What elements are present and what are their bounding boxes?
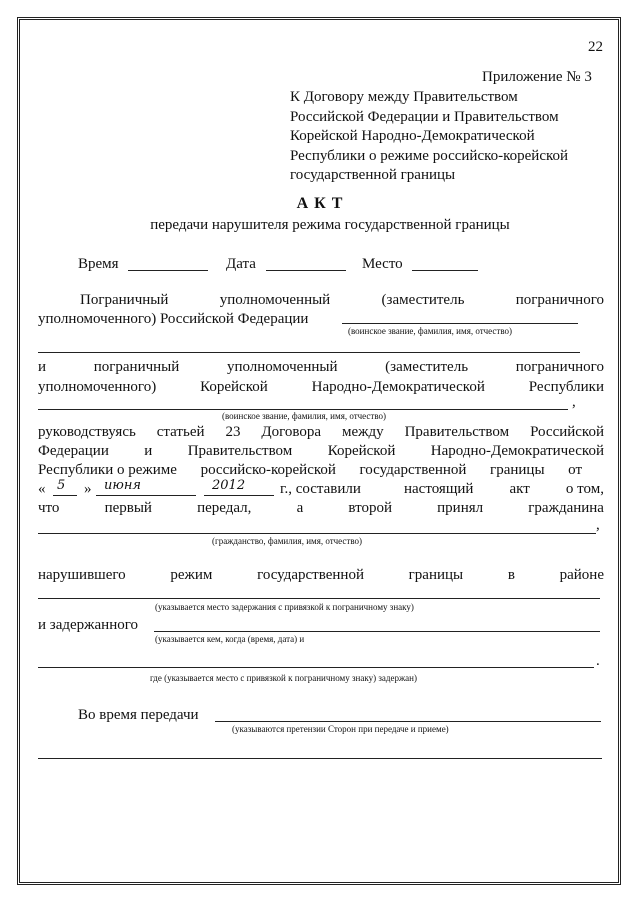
word: Пограничный xyxy=(80,292,169,308)
word: Российской xyxy=(530,424,604,440)
word: режим xyxy=(170,567,213,583)
para1-line2: уполномоченного) Российской Федерации xyxy=(38,311,309,327)
violation-place-field[interactable] xyxy=(38,598,600,599)
para1-line1 xyxy=(80,291,604,309)
appendix-line: К Договору между Правительством xyxy=(290,89,518,105)
word: Народно-Демократической xyxy=(311,379,485,395)
word: и xyxy=(144,443,153,459)
rf-officer-field-continued[interactable] xyxy=(38,352,580,353)
claims-hint: (указываются претензии Сторон при передаче и приеме) xyxy=(232,724,449,734)
rf-officer-hint: (воинское звание, фамилия, имя, отчество) xyxy=(348,326,512,336)
month-value[interactable]: июня xyxy=(104,478,141,493)
word: и xyxy=(38,359,47,375)
appendix-line: Российской Федерации и Правительством xyxy=(290,108,559,125)
word: пограничного xyxy=(515,292,604,308)
appendix-line: Республики о режиме российско-корейской xyxy=(290,147,569,164)
citizen-hint: (гражданство, фамилия, имя, отчество) xyxy=(212,536,363,546)
place-label: Место xyxy=(362,256,403,272)
date-field[interactable] xyxy=(266,270,346,271)
appendix-line: государственной границы xyxy=(290,167,456,183)
para3-line5 xyxy=(38,499,604,517)
word: Корейской xyxy=(200,379,268,395)
dprk-officer-field[interactable] xyxy=(38,409,568,410)
word: государственной xyxy=(359,462,467,478)
date-open-quote: « xyxy=(38,481,46,497)
comma: , xyxy=(596,517,600,533)
year-field[interactable] xyxy=(204,495,274,496)
word: пограничный xyxy=(93,359,180,375)
word: 23 xyxy=(225,424,241,440)
word: границы xyxy=(408,567,464,583)
word: Договора xyxy=(261,424,322,440)
word: статьей xyxy=(156,424,205,440)
word: от xyxy=(568,462,582,478)
para2-line1 xyxy=(38,358,604,376)
detention-place-hint: где (указывается место с привязкой к пограничному знаку) задержан) xyxy=(150,673,417,683)
word: второй xyxy=(348,500,392,516)
place-field[interactable] xyxy=(412,270,478,271)
appendix-title: Приложение № 3 xyxy=(482,69,592,85)
year-suffix: г., составили xyxy=(280,481,361,497)
word: между xyxy=(341,424,384,440)
word: передал, xyxy=(197,500,252,516)
word: а xyxy=(296,500,304,516)
citizen-field[interactable] xyxy=(38,533,596,534)
word: пограничного xyxy=(515,359,604,375)
word: первый xyxy=(104,500,152,516)
word: Корейской xyxy=(327,443,396,459)
appendix-address xyxy=(290,88,568,186)
detention-place-field[interactable] xyxy=(38,667,594,668)
claims-field[interactable] xyxy=(215,721,601,722)
para2-line2 xyxy=(38,378,604,396)
word: акт xyxy=(509,481,530,497)
word: районе xyxy=(559,567,604,583)
word: (заместитель xyxy=(381,292,465,308)
day-value[interactable]: 5 xyxy=(57,478,66,493)
time-field[interactable] xyxy=(128,270,208,271)
word: Республики о режиме xyxy=(38,462,177,478)
word: нарушившего xyxy=(38,567,126,583)
para3-line3 xyxy=(38,461,582,479)
date-label: Дата xyxy=(226,256,256,272)
word: Республики xyxy=(528,379,604,395)
year-value[interactable]: 2012 xyxy=(212,478,246,493)
word: о том, xyxy=(565,481,604,497)
day-field[interactable] xyxy=(53,495,77,496)
word: уполномоченный xyxy=(226,359,338,375)
para3-line1 xyxy=(38,423,604,441)
dprk-officer-hint: (воинское звание, фамилия, имя, отчество) xyxy=(222,411,386,421)
month-field[interactable] xyxy=(96,495,196,496)
page-number: 22 xyxy=(588,39,603,55)
detained-label: и задержанного xyxy=(38,617,139,633)
para3-line4-rest xyxy=(404,480,604,498)
word: руководствуясь xyxy=(38,424,136,440)
word: Правительством xyxy=(187,443,293,459)
word: границы xyxy=(490,462,545,478)
word: Правительством xyxy=(404,424,510,440)
word: гражданина xyxy=(528,500,604,516)
para4-line1 xyxy=(38,566,604,584)
word: российско-корейской xyxy=(200,462,336,478)
detained-by-field[interactable] xyxy=(154,631,600,632)
violation-place-hint: (указывается место задержания с привязкой к пограничному знаку) xyxy=(155,602,414,612)
claims-field-continued[interactable] xyxy=(38,758,602,759)
word: Федерации xyxy=(38,443,109,459)
transfer-label: Во время передачи xyxy=(78,707,199,723)
appendix-line: Корейской Народно-Демократической xyxy=(290,128,535,144)
word: (заместитель xyxy=(385,359,469,375)
comma: , xyxy=(572,394,576,410)
period: . xyxy=(596,653,600,669)
word: настоящий xyxy=(404,481,474,497)
date-close-quote: » xyxy=(84,481,92,497)
time-label: Время xyxy=(78,256,119,272)
word: принял xyxy=(437,500,484,516)
word: государственной xyxy=(257,567,364,583)
detained-by-hint: (указывается кем, когда (время, дата) и xyxy=(155,634,305,644)
para3-line2 xyxy=(38,442,604,460)
word: в xyxy=(507,567,515,583)
word: что xyxy=(38,500,60,516)
rf-officer-field[interactable] xyxy=(342,323,578,324)
act-title: А К Т xyxy=(296,195,344,212)
act-subtitle: передачи нарушителя режима государственной границы xyxy=(150,217,510,233)
word: уполномоченный xyxy=(219,292,331,308)
word: уполномоченного) xyxy=(38,379,157,395)
word: Народно-Демократической xyxy=(430,443,604,459)
